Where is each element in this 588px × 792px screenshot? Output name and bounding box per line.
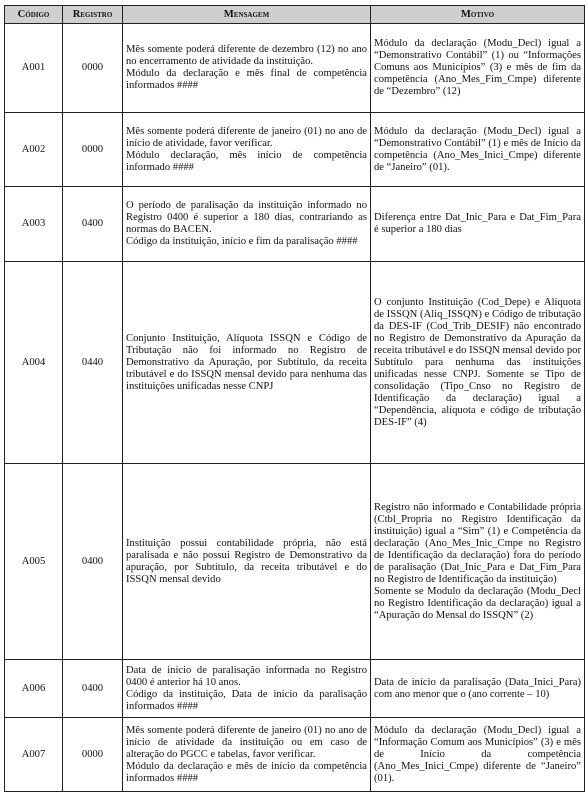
mensagem-paragraph: Módulo da declaração e mês de início da competência informados #### [126, 760, 367, 784]
mensagem-paragraph: Mês somente poderá diferente de janeiro (01) no ano de início de atividade, favor verificar. [126, 125, 367, 149]
mensagem-paragraph: Mês somente poderá diferente de dezembro (12) no ano no encerramento de atividade da instituição. [126, 44, 367, 67]
cell-mensagem [123, 464, 371, 660]
validation-rules-table [4, 5, 585, 792]
cell-motivo [371, 718, 585, 792]
motivo-paragraph: Módulo da declaração (Modu_Decl) igual a “Informação Comum aos Municípios” (3) e mês de Início da competência (Ano_Mes_Inici_Cmpe) diferente de “Janeiro” (01). [374, 724, 581, 784]
table-header-row [5, 6, 585, 24]
cell-registro: 0400 [63, 660, 123, 718]
cell-codigo: A004 [5, 262, 63, 464]
cell-motivo [371, 187, 585, 262]
cell-codigo: A007 [5, 718, 63, 792]
cell-registro: 0000 [63, 113, 123, 187]
cell-motivo [371, 113, 585, 187]
cell-mensagem [123, 718, 371, 792]
mensagem-paragraph: Mês somente poderá diferente de janeiro (01) no ano de início de atividade da instituição ou em caso de alteração do PGCC e tabelas, favor verificar. [126, 724, 367, 760]
mensagem-paragraph: Módulo declaração, mês início de competência informado #### [126, 149, 367, 173]
mensagem-paragraph: Módulo da declaração e mês final de competência informados #### [126, 68, 367, 91]
motivo-paragraph: Módulo da declaração (Modu_Decl) igual a “Demonstrativo Contábil” (1) ou “Informações Comuns aos Municípios” (3) e mês de fim da competência (Ano_Mes_Fim_Cmpe) diferente de “Dezembro” (12) [374, 38, 581, 97]
cell-codigo: A003 [5, 187, 63, 262]
mensagem-paragraph: Código da instituição, início e fim da paralisação #### [126, 236, 358, 247]
cell-mensagem [123, 660, 371, 718]
mensagem-paragraph: Código da instituição, Data de início da paralisação informados #### [126, 688, 367, 712]
cell-mensagem [123, 187, 371, 262]
table-row [5, 262, 585, 464]
mensagem-paragraph: Conjunto Instituição, Alíquota ISSQN e Código de Tributação não foi informado no Registro de Demonstrativo da Apuração, por Subtítulo, da receita tributável e do ISSQN mensal devido para nenhuma das instituições unificadas nesse CNPJ [126, 332, 367, 392]
mensagem-paragraph: O período de paralisação da instituição informado no Registro 0400 é superior a 180 dias, contrariando as normas do BACEN. [126, 200, 367, 235]
table-row [5, 24, 585, 113]
motivo-paragraph: Somente se Modulo da declaração (Modu_Decl no Registro Identificação da declaração) igual a “Apuração do Mensal do ISSQN” (2) [374, 585, 581, 621]
cell-codigo: A006 [5, 660, 63, 718]
cell-registro: 0000 [63, 718, 123, 792]
cell-motivo [371, 464, 585, 660]
table-row [5, 187, 585, 262]
motivo-paragraph: Data de início da paralisação (Data_Inici_Para) com ano menor que o (ano corrente – 10) [374, 676, 581, 700]
mensagem-paragraph: Instituição possui contabilidade própria, não está paralisada e não possui Registro de Demonstrativo da apuração, por Subtítulo, da receita tributável e do ISSQN mensal devido [126, 537, 367, 585]
header-codigo: Código [5, 6, 63, 24]
header-registro: Registro [63, 6, 123, 24]
table-row [5, 718, 585, 792]
table-row [5, 113, 585, 187]
mensagem-paragraph: Data de início de paralisação informada no Registro 0400 é anterior há 10 anos. [126, 664, 367, 688]
cell-motivo [371, 660, 585, 718]
motivo-paragraph: O conjunto Instituição (Cod_Depe) e Alíquota de ISSQN (Aliq_ISSQN) e Código de tributação da DES-IF (Cod_Trib_DESIF) não encontrado no Registro de Demonstrativo da Apuração da receita tributável e do ISSQN mensal devido por Subtítulo para nenhuma das instituições unificadas nesse CNPJ. Somente se Tipo de consolidação (Tipo_Cnso no Registro de Identificação da declaração) igual a “Dependência, alíquota e código de tributação DES-IF” (4) [374, 296, 581, 428]
motivo-paragraph: Módulo da declaração (Modu_Decl) igual a “Demonstrativo Contábil” (1) e mês de Início da competência (Ano_Mes_Inici_Cmpe) diferente de “Janeiro” (01). [374, 125, 581, 173]
cell-mensagem [123, 24, 371, 113]
cell-registro: 0440 [63, 262, 123, 464]
table-row [5, 464, 585, 660]
header-motivo: Motivo [371, 6, 585, 24]
cell-motivo [371, 24, 585, 113]
cell-codigo: A005 [5, 464, 63, 660]
cell-codigo: A002 [5, 113, 63, 187]
cell-motivo [371, 262, 585, 464]
motivo-paragraph: Registro não informado e Contabilidade própria (Ctbl_Propria no Registro Identificação da instituição) igual a “Sim” (1) e Competência da declaração (Ano_Mes_Inic_Cmpe no Registro de Identificação da declaração) fora do período de paralisação (Dat_Inic_Para e Dat_Fim_Para no Registro de Identificação da instituição) [374, 501, 581, 585]
cell-mensagem [123, 262, 371, 464]
table-row [5, 660, 585, 718]
header-mensagem: Mensagem [123, 6, 371, 24]
motivo-paragraph: Diferença entre Dat_Inic_Para e Dat_Fim_Para é superior a 180 dias [374, 212, 581, 235]
cell-registro: 0400 [63, 187, 123, 262]
cell-codigo: A001 [5, 24, 63, 113]
cell-registro: 0000 [63, 24, 123, 113]
cell-mensagem [123, 113, 371, 187]
cell-registro: 0400 [63, 464, 123, 660]
